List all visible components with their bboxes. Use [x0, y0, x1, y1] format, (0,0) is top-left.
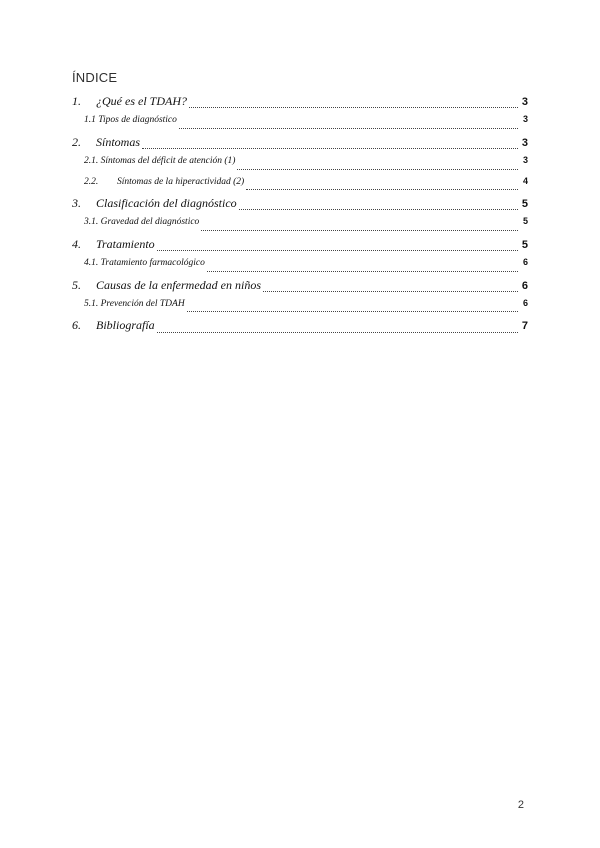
toc-entry-title: ¿Qué es el TDAH?: [96, 94, 187, 108]
toc-entry-title: Síntomas: [96, 134, 141, 149]
dot-leader: [179, 128, 518, 129]
dot-leader: [201, 230, 518, 231]
toc-entry-prevencion-tdah[interactable]: [72, 298, 528, 318]
toc-entry-causas-enfermedad[interactable]: [72, 278, 528, 298]
toc-entry-page: 3: [522, 155, 528, 166]
toc-entry-tratamiento[interactable]: [72, 237, 528, 257]
toc-entry-number: 6.: [72, 318, 81, 333]
toc-entry-sintomas[interactable]: [72, 135, 528, 155]
dot-leader: [263, 291, 518, 292]
toc-entry-number: 5.: [72, 277, 81, 292]
toc-entry-number: 3.: [72, 195, 81, 210]
toc-entry-sintomas-hiperactividad[interactable]: [72, 176, 528, 196]
toc-entry-tratamiento-farmacologico[interactable]: [72, 257, 528, 277]
dot-leader: [246, 189, 518, 190]
dot-leader: [157, 250, 518, 251]
toc-entry-page: 6: [522, 257, 528, 268]
toc-entry-que-es-tdah[interactable]: [72, 94, 528, 114]
toc-entry-title: 2.1. Síntomas del déficit de atención (1): [84, 156, 236, 167]
toc-entry-title: Síntomas de la hiperactividad (2): [117, 176, 245, 187]
toc-entry-page: 5: [522, 216, 528, 227]
toc-entry-page: 5: [521, 197, 528, 210]
toc-entry-gravedad-diagnostico[interactable]: [72, 216, 528, 236]
toc-entry-page: 4: [522, 175, 528, 186]
toc-heading: ÍNDICE: [72, 70, 118, 85]
toc-entry-bibliografia[interactable]: [72, 318, 528, 338]
toc-entry-page: 5: [521, 238, 528, 251]
dot-leader: [237, 169, 518, 170]
toc-entry-clasificacion-diagnostico[interactable]: [72, 196, 528, 216]
toc-entry-tipos-diagnostico[interactable]: [72, 114, 528, 134]
toc-entry-number: 1.: [72, 94, 81, 108]
dot-leader: [239, 209, 518, 210]
toc-entry-number: 2.2.: [84, 176, 99, 187]
toc-entry-title: Bibliografía: [96, 318, 155, 333]
toc-entry-page: 6: [521, 279, 528, 292]
toc-entry-title: Causas de la enfermedad en niños: [96, 277, 261, 292]
toc-entry-title: 1.1 Tipos de diagnóstico: [84, 115, 177, 126]
toc-entry-page: 3: [521, 136, 528, 149]
toc-entry-page: 3: [521, 96, 528, 108]
dot-leader: [142, 148, 518, 149]
toc-entry-title: Tratamiento: [96, 236, 155, 251]
toc-entry-page: 7: [521, 320, 528, 333]
toc-entry-page: 3: [522, 114, 528, 125]
dot-leader: [189, 107, 518, 108]
page-number: 2: [517, 799, 524, 811]
dot-leader: [157, 332, 518, 333]
toc-entry-sintomas-deficit-atencion[interactable]: [72, 155, 528, 175]
toc-entry-title: 3.1. Gravedad del diagnóstico: [84, 217, 200, 228]
dot-leader: [207, 271, 518, 272]
table-of-contents: [72, 94, 528, 339]
toc-entry-title: 5.1. Prevención del TDAH: [84, 298, 185, 309]
toc-entry-page: 6: [522, 297, 528, 308]
toc-entry-number: 2.: [72, 134, 81, 149]
toc-entry-title: Clasificación del diagnóstico: [96, 195, 237, 210]
toc-entry-title: 4.1. Tratamiento farmacológico: [84, 258, 205, 269]
dot-leader: [187, 311, 518, 312]
toc-entry-number: 4.: [72, 236, 81, 251]
